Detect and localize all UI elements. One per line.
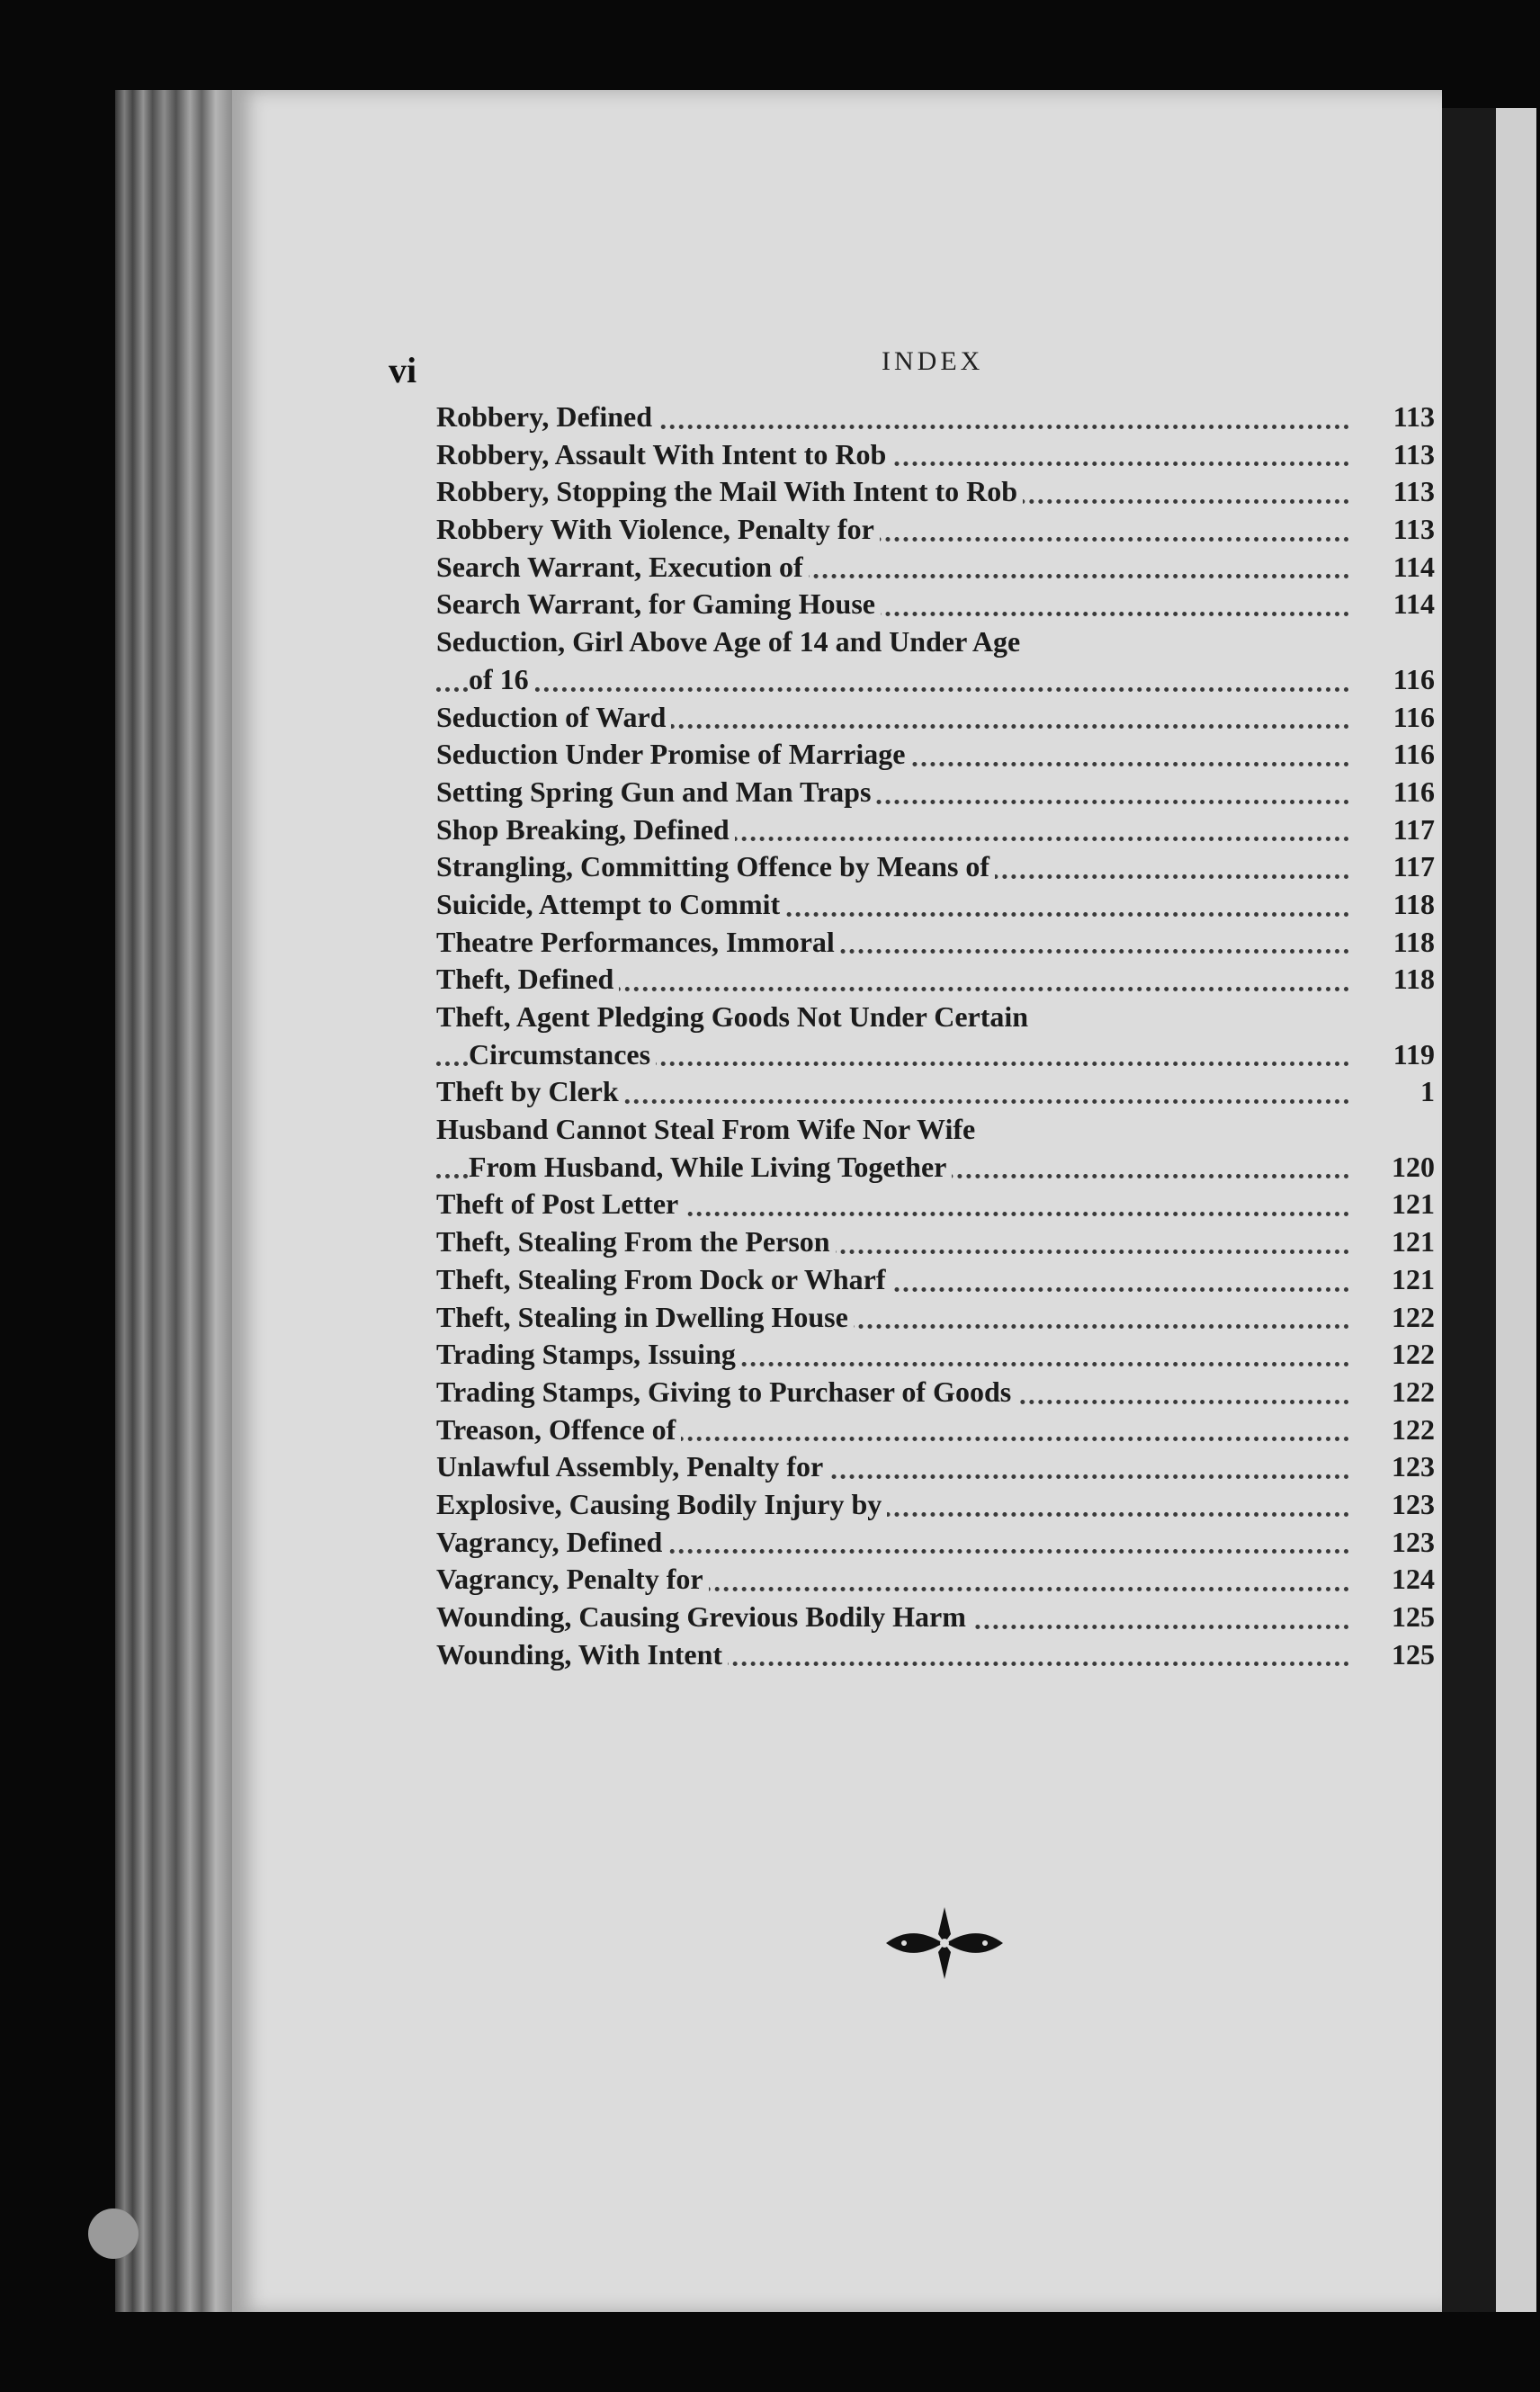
- index-entry-text: Theft, Agent Pledging Goods Not Under Certain: [436, 1000, 1034, 1034]
- index-entry-text: Vagrancy, Penalty for: [436, 1563, 709, 1596]
- index-entry-text: Theft of Post Letter: [436, 1187, 684, 1221]
- index-entry-page: 121: [1354, 1187, 1435, 1221]
- index-entry: [436, 738, 1435, 775]
- index-entry-text: Theft, Stealing From the Person: [436, 1225, 836, 1259]
- index-entry-text: Treason, Offence of: [436, 1413, 681, 1447]
- index-entry: [436, 888, 1435, 926]
- index-entry-page: 116: [1354, 701, 1435, 734]
- index-entry: [436, 1488, 1435, 1526]
- index-entry-text: Theft, Stealing From Dock or Wharf: [436, 1263, 891, 1296]
- index-entry-page: 123: [1354, 1488, 1435, 1521]
- index-entry-page: 113: [1354, 475, 1435, 508]
- index-entry-text: Trading Stamps, Giving to Purchaser of Goods: [436, 1375, 1016, 1409]
- index-entry: [436, 400, 1435, 438]
- index-entry-page: 121: [1354, 1263, 1435, 1296]
- index-entry: [436, 663, 1435, 701]
- index-entry-page: 113: [1354, 400, 1435, 434]
- index-entry: [436, 1526, 1435, 1563]
- index-list: [436, 400, 1444, 1675]
- index-entry-text: of 16: [469, 663, 534, 696]
- index-entry-page: 122: [1354, 1338, 1435, 1371]
- index-entry-page: 122: [1354, 1375, 1435, 1409]
- index-entry: [436, 1000, 1435, 1038]
- index-entry-page: 116: [1354, 738, 1435, 771]
- index-entry: [436, 1038, 1435, 1076]
- index-entry-text: Robbery, Defined: [436, 400, 658, 434]
- index-entry-text: Theft, Defined: [436, 963, 619, 996]
- index-entry: [436, 1638, 1435, 1676]
- index-entry-page: 113: [1354, 513, 1435, 546]
- index-entry: [436, 1563, 1435, 1600]
- index-entry-text: Seduction Under Promise of Marriage: [436, 738, 910, 771]
- page-gutter-shadow: [1442, 108, 1496, 2312]
- index-entry-text: Robbery, Assault With Intent to Rob: [436, 438, 891, 471]
- index-entry-page: 118: [1354, 888, 1435, 921]
- index-entry-page: 123: [1354, 1526, 1435, 1559]
- index-entry: [436, 438, 1435, 476]
- index-entry-text: Unlawful Assembly, Penalty for: [436, 1450, 828, 1483]
- index-entry: [436, 1225, 1435, 1263]
- dot-leader: [436, 687, 1349, 692]
- index-entry: [436, 775, 1435, 813]
- index-entry-page: 125: [1354, 1600, 1435, 1634]
- index-entry-text: Circumstances: [469, 1038, 656, 1071]
- index-entry-page: 121: [1354, 1225, 1435, 1259]
- index-entry: [436, 1113, 1435, 1151]
- index-entry-text: Wounding, Causing Grevious Bodily Harm: [436, 1600, 971, 1634]
- index-entry: [436, 701, 1435, 739]
- index-entry: [436, 1413, 1435, 1451]
- index-entry: [436, 1263, 1435, 1301]
- page-number: vi: [389, 350, 417, 390]
- index-entry-text: Seduction of Ward: [436, 701, 671, 734]
- index-entry-page: 122: [1354, 1301, 1435, 1334]
- index-entry: [436, 551, 1435, 588]
- index-entry: [436, 1450, 1435, 1488]
- book-spine: [115, 90, 232, 2312]
- index-entry-text: Husband Cannot Steal From Wife Nor Wife: [436, 1113, 980, 1146]
- index-entry-page: 124: [1354, 1563, 1435, 1596]
- index-entry: [436, 963, 1435, 1000]
- index-entry-page: 117: [1354, 850, 1435, 883]
- index-entry-text: Explosive, Causing Bodily Injury by: [436, 1488, 887, 1521]
- index-entry-text: Robbery With Violence, Penalty for: [436, 513, 880, 546]
- library-stamp-mark: [88, 2208, 139, 2259]
- decorative-ornament-icon: [877, 1903, 1012, 1984]
- index-entry-text: Strangling, Committing Offence by Means of: [436, 850, 995, 883]
- index-entry-page: 117: [1354, 813, 1435, 847]
- index-entry: [436, 1301, 1435, 1339]
- index-entry: [436, 1375, 1435, 1413]
- index-entry-text: Search Warrant, for Gaming House: [436, 587, 881, 621]
- index-entry: [436, 1075, 1435, 1113]
- index-entry: [436, 926, 1435, 963]
- index-entry-text: Shop Breaking, Defined: [436, 813, 735, 847]
- index-entry: [436, 587, 1435, 625]
- index-entry-page: 116: [1354, 663, 1435, 696]
- index-entry-text: Suicide, Attempt to Commit: [436, 888, 785, 921]
- index-entry-text: Theft, Stealing in Dwelling House: [436, 1301, 854, 1334]
- next-page-edge: [1496, 108, 1536, 2312]
- index-entry: [436, 1187, 1435, 1225]
- index-entry: [436, 625, 1435, 663]
- index-entry: [436, 1600, 1435, 1638]
- index-entry-text: Trading Stamps, Issuing: [436, 1338, 741, 1371]
- index-entry-page: 125: [1354, 1638, 1435, 1671]
- page-header: INDEX: [882, 346, 984, 376]
- index-entry-page: 122: [1354, 1413, 1435, 1447]
- index-entry: [436, 850, 1435, 888]
- index-entry-page: 1: [1354, 1075, 1435, 1108]
- index-entry: [436, 813, 1435, 851]
- index-entry-text: Theatre Performances, Immoral: [436, 926, 840, 959]
- index-entry-text: Vagrancy, Defined: [436, 1526, 667, 1559]
- index-entry-page: 114: [1354, 587, 1435, 621]
- index-entry: [436, 513, 1435, 551]
- index-entry-text: Robbery, Stopping the Mail With Intent to Rob: [436, 475, 1023, 508]
- index-entry-text: Search Warrant, Execution of: [436, 551, 809, 584]
- index-entry-page: 113: [1354, 438, 1435, 471]
- index-entry: [436, 1151, 1435, 1188]
- index-entry: [436, 475, 1435, 513]
- index-entry-page: 118: [1354, 926, 1435, 959]
- index-entry-page: 116: [1354, 775, 1435, 809]
- index-entry-page: 118: [1354, 963, 1435, 996]
- index-entry-page: 114: [1354, 551, 1435, 584]
- index-entry-text: Seduction, Girl Above Age of 14 and Under Age: [436, 625, 1025, 658]
- index-entry-text: Setting Spring Gun and Man Traps: [436, 775, 876, 809]
- index-entry-page: 123: [1354, 1450, 1435, 1483]
- index-entry-page: 120: [1354, 1151, 1435, 1184]
- index-entry: [436, 1338, 1435, 1375]
- index-entry-page: 119: [1354, 1038, 1435, 1071]
- index-entry-text: Theft by Clerk: [436, 1075, 624, 1108]
- index-entry-text: Wounding, With Intent: [436, 1638, 728, 1671]
- index-entry-text: From Husband, While Living Together: [469, 1151, 952, 1184]
